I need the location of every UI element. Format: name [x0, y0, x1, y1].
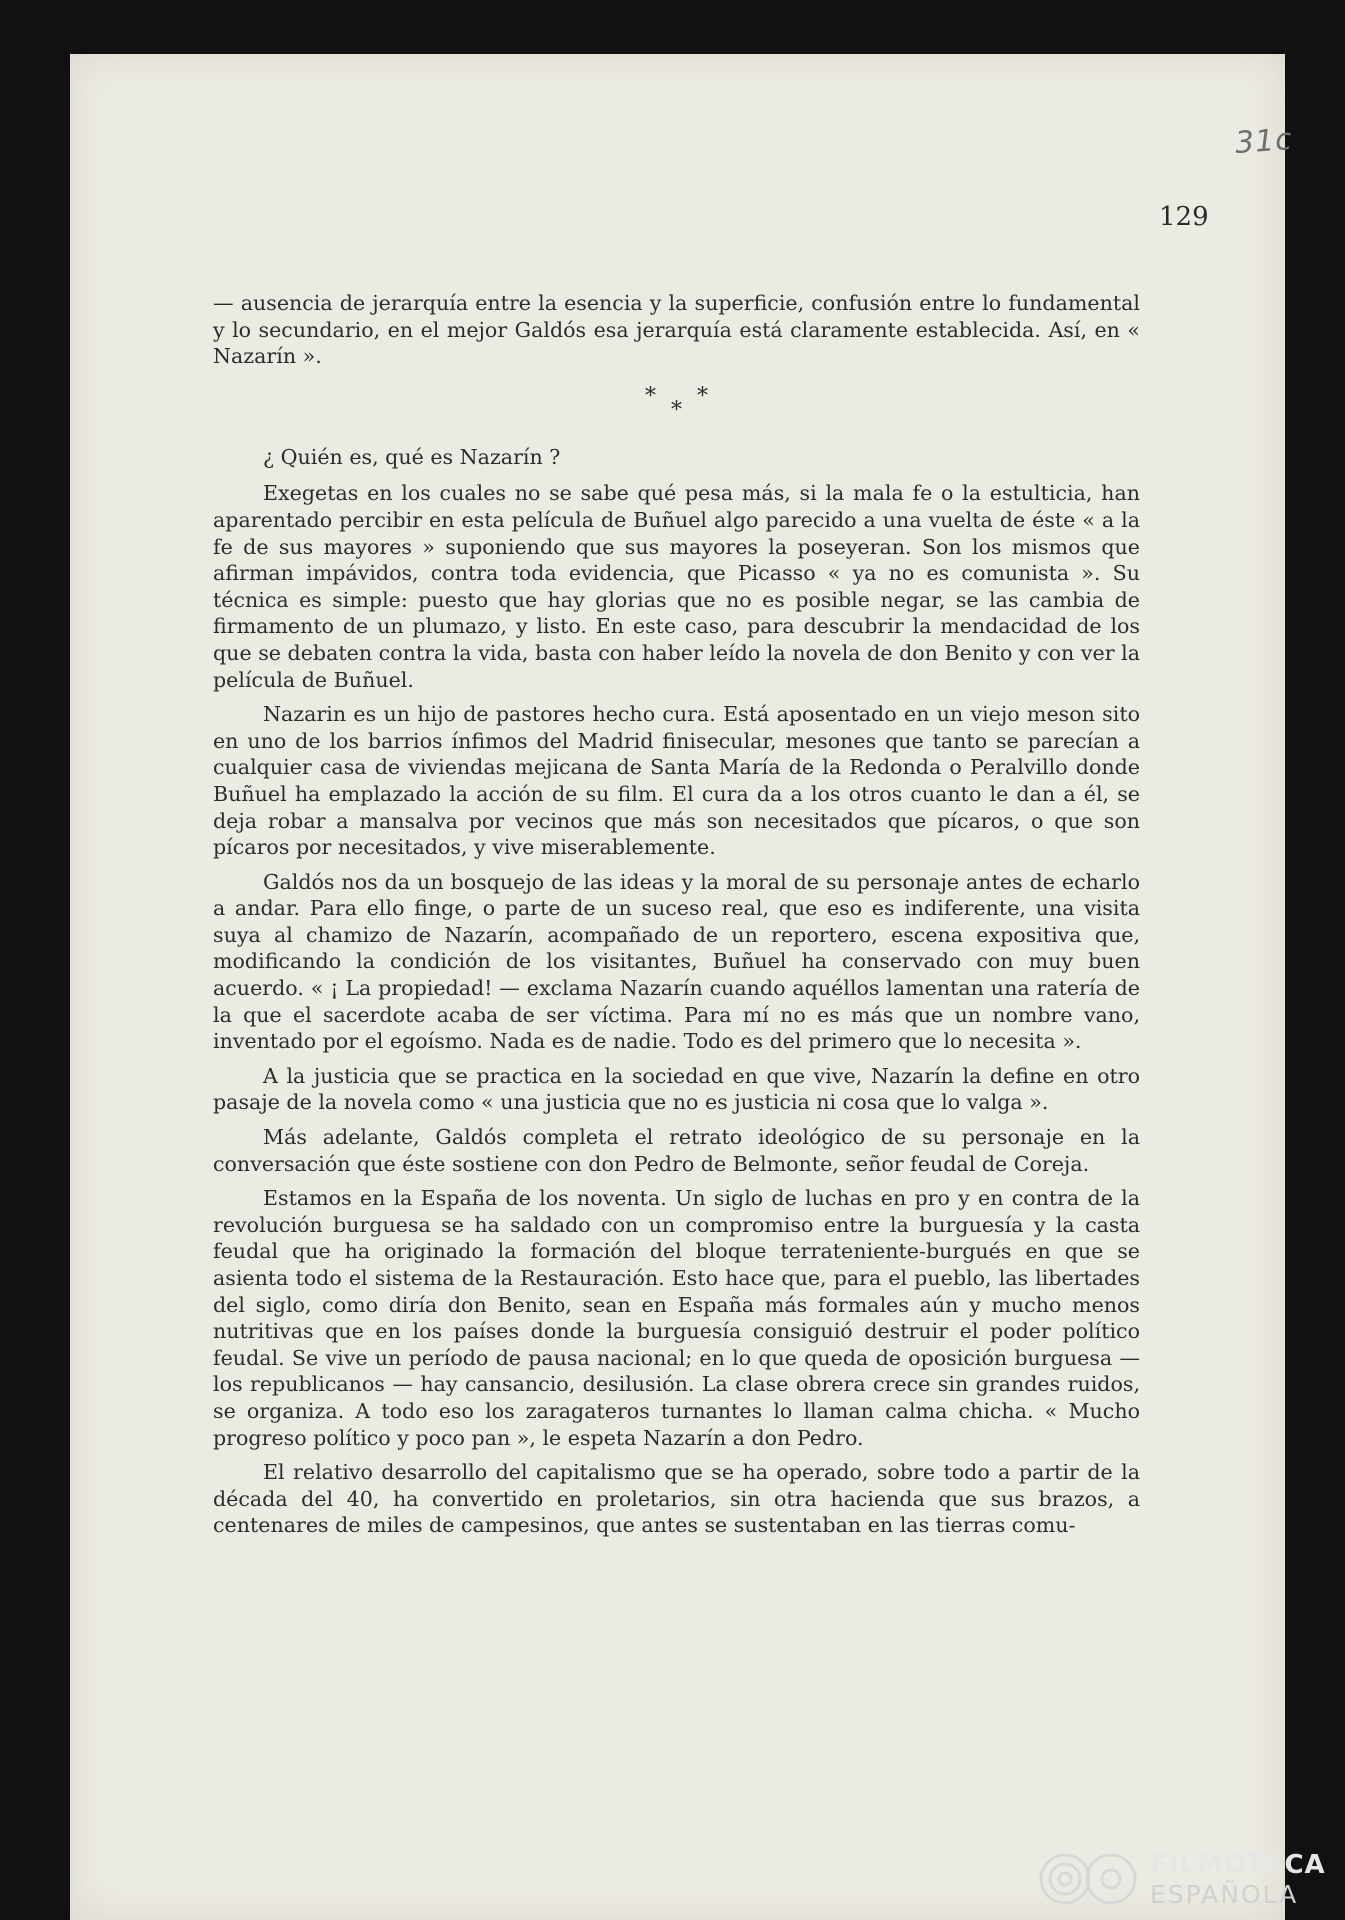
body-paragraph: Más adelante, Galdós completa el retrato ideológico de su personaje en la conversación que éste sostiene con don Pedro de Belmonte, señor feudal de Coreja. [213, 1125, 1140, 1176]
section-question: ¿ Quién es, qué es Nazarín ? [263, 444, 561, 469]
asterism-divider [213, 378, 1140, 426]
asterism-star: * [671, 397, 682, 423]
body-paragraph: A la justicia que se practica en la sociedad en que vive, Nazarín la define en otro pasaje de la novela como « una justicia que no es justicia ni cosa que lo valga ». [213, 1063, 1140, 1115]
body-paragraph: El relativo desarrollo del capitalismo que se ha operado, sobre todo a partir de la década del 40, ha convertido en proletarios, sin otra hacienda que sus brazos, a centenares de miles de campesinos, que antes se sustentaban en las tierras comu- [213, 1460, 1140, 1538]
article-body [213, 290, 1140, 1547]
asterism-star: * [645, 383, 656, 409]
body-paragraph: Galdós nos da un bosquejo de las ideas y la moral de su personaje antes de echarlo a andar. Para ello finge, o parte de un suceso real, que eso es indiferente, una visita suya al chamizo de Nazarín, acompañado de un reportero, escena expositiva que, modificando la condición de los visitantes, Buñuel ha conservado con muy buen acuerdo. « ¡ La propiedad! — exclama Nazarín cuando aquéllos lamentan una ratería de la que el sacerdote acaba de ser víctima. Para mí no es más que un nombre vano, inventado por el egoísmo. Nada es de nadie. Todo es del primero que lo necesita ». [213, 869, 1140, 1054]
handwritten-mark: 31c [1233, 122, 1294, 161]
body-paragraph: Exegetas en los cuales no se sabe qué pesa más, si la mala fe o la estulticia, han aparentado percibir en esta película de Buñuel algo parecido a una vuelta de éste « a la fe de sus mayores » suponiendo que sus mayores la poseyeran. Son los mismos que afirman impávidos, contra toda evidencia, que Picasso « ya no es comunista ». Su técnica es simple: puesto que hay glorias que no es posible negar, se las cambia de firmamento de un plumazo, y listo. En este caso, para descubrir la mendacidad de los que se debaten contra la vida, basta con haber leído la novela de don Benito y con ver la película de Buñuel. [213, 481, 1140, 692]
intro-paragraph: — ausencia de jerarquía entre la esencia y la superficie, confusión entre lo fundamental y lo secundario, en el mejor Galdós esa jerarquía está claramente establecida. Así, en « Nazarín ». [213, 291, 1140, 369]
watermark-name: FILMOTECA [1150, 1850, 1326, 1880]
filmoteca-logo-icon [1038, 1852, 1138, 1906]
page-number: 129 [1159, 202, 1209, 232]
asterism-star: * [697, 383, 708, 409]
body-paragraph: Estamos en la España de los noventa. Un siglo de luchas en pro y en contra de la revolución burguesa se ha saldado con un compromiso entre la burguesía y la casta feudal que ha originado la formación del bloque terrateniente-burgués en que se asienta todo el sistema de la Restauración. Esto hace que, para el pueblo, las libertades del siglo, como diría don Benito, sean en España más formales aún y mucho menos nutritivas que en los países donde la burguesía consiguió destruir el poder político feudal. Se vive un período de pausa nacional; en lo que queda de oposición burguesa — los republicanos — hay cansancio, desilusión. La clase obrera crece sin grandes ruidos, se organiza. A todo eso los zaragateros turnantes lo llaman calma chicha. « Mucho progreso político y poco pan », le espeta Nazarín a don Pedro. [213, 1186, 1140, 1450]
body-paragraph: Nazarin es un hijo de pastores hecho cura. Está aposentado en un viejo meson sito en uno de los barrios ínfimos del Madrid finisecular, mesones que tanto se parecían a cualquier casa de viviendas mejicana de Santa María de la Redonda o Peralvillo donde Buñuel ha emplazado la acción de su film. El cura da a los otros cuanto le dan a él, se deja robar a mansalva por vecinos que más son necesitados que pícaros, o que son pícaros por necesitados, y vive miserablemente. [213, 702, 1140, 860]
watermark-subname: ESPAÑOLA [1150, 1880, 1299, 1909]
filmoteca-watermark [1038, 1848, 1338, 1910]
